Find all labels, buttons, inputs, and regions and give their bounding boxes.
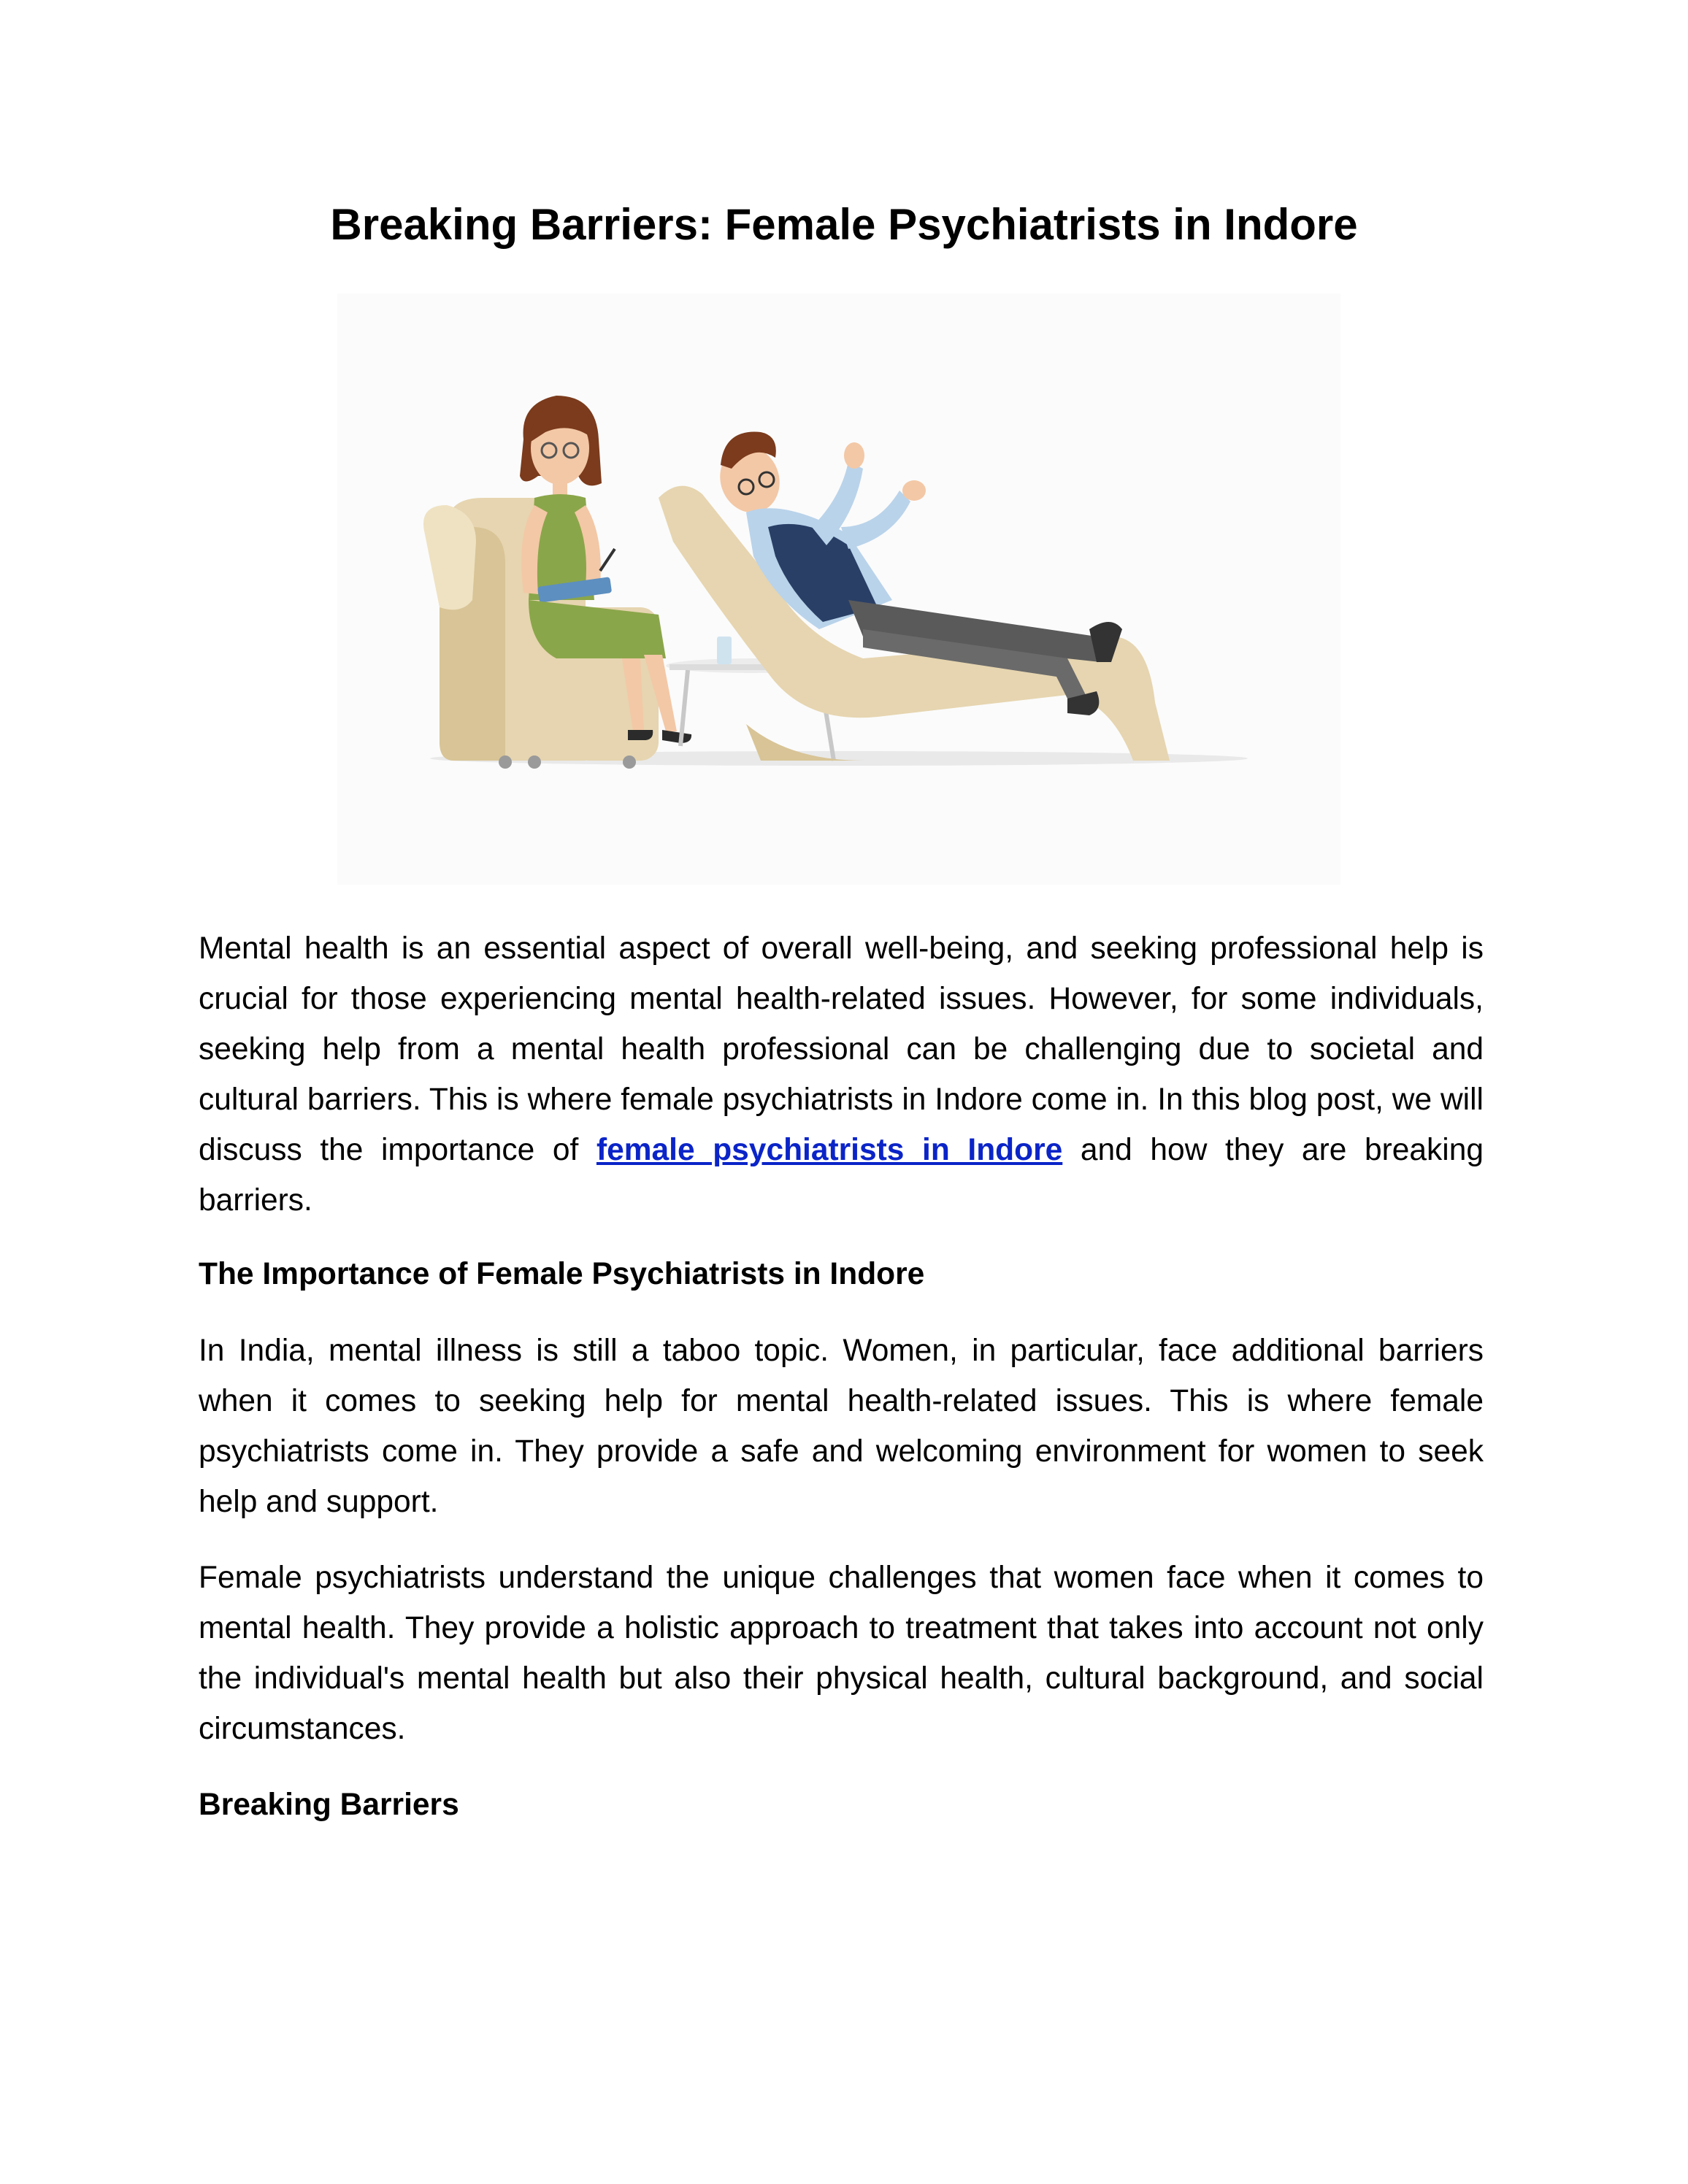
importance-paragraph-2: Female psychiatrists understand the unique challenges that women face when it comes to mental health. They provide a holistic approach to treatment that takes into account not only the individual's mental health but also their physical health, cultural background, and social circumstances. [199, 1561, 1484, 1746]
female-psychiatrists-link[interactable]: female psychiatrists in Indore [596, 1133, 1063, 1167]
importance-paragraph-1: In India, mental illness is still a taboo topic. Women, in particular, face additional barriers when it comes to seeking help for mental health-related issues. This is where female psychiatrists come in. They provide a safe and welcoming environment for women to seek help and support. [199, 1334, 1484, 1519]
page-title: Breaking Barriers: Female Psychiatrists in Indore [330, 200, 1358, 249]
section-heading-importance: The Importance of Female Psychiatrists in Indore [199, 1257, 925, 1291]
therapy-illustration [337, 293, 1340, 885]
section-heading-breaking-barriers: Breaking Barriers [199, 1788, 459, 1822]
intro-paragraph: Mental health is an essential aspect of overall well-being, and seeking professional help is crucial for those experiencing mental health-related issues. However, for some individuals, seeking help from a mental health professional can be challenging due to societal and cultural barriers. This is where female psychiatrists in Indore come in. In this blog post, we will discuss the importance of female psychiatrists in Indore and how they are breaking barriers. [199, 931, 1484, 1218]
